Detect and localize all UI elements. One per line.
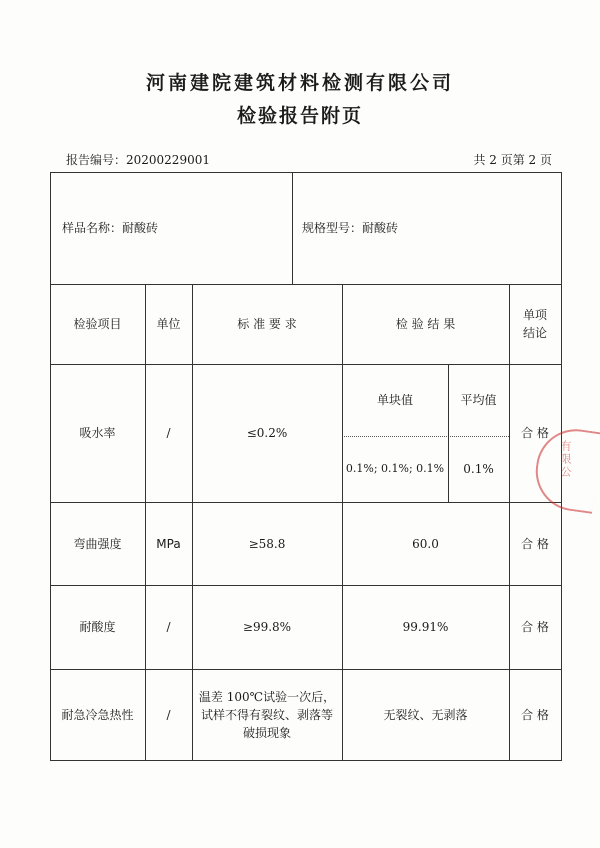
standard-line: 温差 100℃试验一次后，: [198, 689, 336, 704]
table-row-conclusion: 合 格: [521, 426, 549, 440]
table-row-item: 弯曲强度: [73, 536, 122, 551]
table-row-standard: [192, 669, 342, 760]
header-unit: 单位: [156, 317, 181, 331]
report-number: 报告编号：20200229001: [66, 153, 210, 167]
table-row-standard: ≥99.8%: [242, 620, 292, 634]
seal-stamp-text: 有限公: [559, 440, 572, 479]
standard-line: 试样不得有裂纹、剥落等: [200, 707, 333, 722]
header-standard: 标 准 要 求: [237, 317, 297, 331]
table-row-unit: /: [166, 426, 171, 440]
sample-name: 样品名称：耐酸砖: [62, 221, 159, 235]
table-row-item: 吸水率: [79, 426, 116, 440]
table-row-conclusion: 合 格: [521, 707, 549, 722]
header-item: 检验项目: [73, 317, 122, 331]
header-conclusion-line2: 结论: [522, 326, 547, 340]
table-row-standard: ≤0.2%: [246, 426, 288, 440]
header-conclusion-line1: 单项: [522, 308, 547, 322]
table-row-conclusion: 合 格: [521, 620, 549, 634]
single-value-label: 单块值: [376, 393, 413, 407]
table-row-standard: ≥58.8: [248, 536, 286, 551]
table-row-item: 耐酸度: [79, 620, 116, 634]
table-row-unit: /: [166, 620, 171, 634]
table-row-item: 耐急冷急热性: [61, 707, 134, 722]
table-row-unit: /: [166, 707, 171, 722]
header-result: 检 验 结 果: [395, 317, 456, 331]
header-conclusion: [509, 284, 561, 364]
single-values: 0.1%; 0.1%; 0.1%: [345, 462, 445, 475]
company-title: 河南建院建筑材料检测有限公司: [145, 72, 454, 94]
average-value: 0.1%: [463, 462, 494, 476]
table-row-result: 99.91%: [402, 620, 449, 634]
report-subtitle: 检验报告附页: [236, 105, 363, 127]
table-row-result: 无裂纹、无剥落: [383, 707, 468, 722]
average-value-label: 平均值: [460, 393, 497, 407]
table-divider: [292, 172, 293, 284]
table-row-conclusion: 合 格: [521, 536, 549, 551]
table-border-bottom: [50, 760, 561, 761]
sample-spec: 规格型号：耐酸砖: [302, 221, 399, 235]
standard-line: 破损现象: [242, 725, 291, 740]
page-info: 共 2 页第 2 页: [473, 153, 552, 167]
table-row-unit: MPa: [156, 536, 181, 551]
table-row-result: 60.0: [412, 536, 439, 551]
